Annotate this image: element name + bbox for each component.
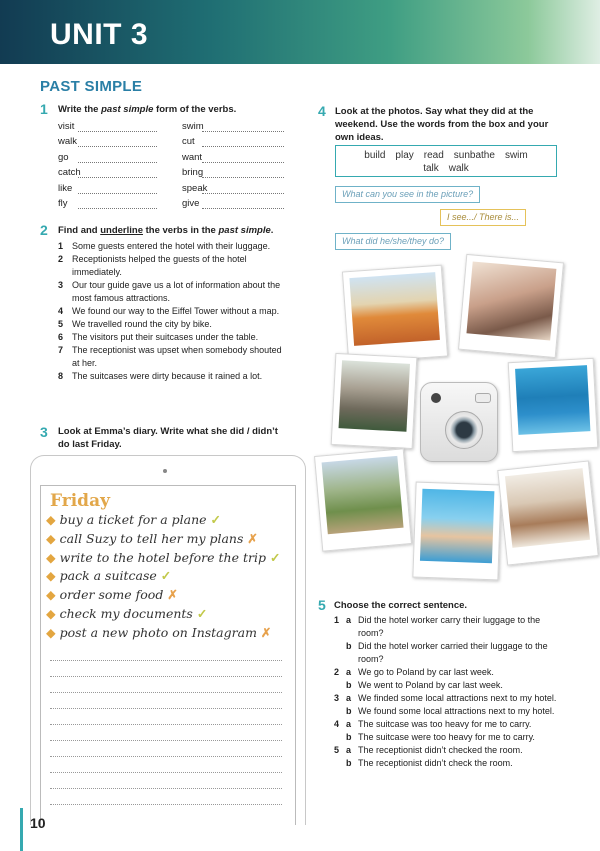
answer-line-2[interactable] [78, 138, 157, 147]
option-5b[interactable] [334, 757, 564, 770]
sentence-text: Receptionists helped the guests of the hotel immediately. [72, 254, 247, 277]
photo-woman-reading [497, 460, 599, 565]
sentence-number: 7 [58, 345, 64, 355]
diamond-bullet-icon: ◆ [46, 549, 56, 565]
diary-item-3 [46, 550, 280, 565]
sentence-text: Our tour guide gave us a lot of information about the most famous attractions. [72, 280, 281, 303]
sentence-number: 5 [58, 319, 64, 329]
sentence-1 [58, 240, 283, 253]
option-1b[interactable] [334, 640, 564, 666]
cross-icon: ✗ [260, 624, 272, 640]
unit-title: UNIT 3 [50, 18, 149, 51]
write-line[interactable] [50, 708, 282, 709]
sentence-7 [58, 344, 283, 370]
sentence-number: 4 [58, 306, 64, 316]
diary-title: Friday [50, 491, 110, 511]
option-text: We went to Poland by car last week. [358, 680, 503, 690]
sentence-text: Some guests entered the hotel with their luggage. [72, 241, 271, 251]
option-4b[interactable] [334, 731, 564, 744]
tick-icon: ✓ [196, 606, 208, 621]
verb-10: bring [182, 167, 204, 179]
sentence-text: The receptionist was upset when somebody shouted at her. [72, 345, 282, 368]
option-letter: a [346, 615, 352, 625]
photo-building-blocks [342, 265, 448, 364]
photo-sunbathing [412, 482, 501, 581]
option-letter: b [346, 732, 352, 742]
ex1-instruction: Write the past simple form of the verbs. [58, 104, 237, 115]
verb-8: cut [182, 136, 195, 148]
sentence-3 [58, 279, 283, 305]
sentence-text: The visitors put their suitcases under the table. [72, 332, 259, 342]
question-number-spacer [334, 640, 346, 666]
question-number: 4 [334, 719, 340, 729]
diary-item-text: write to the hotel before the trip [59, 549, 266, 565]
diamond-bullet-icon: ◆ [46, 606, 56, 621]
option-3b[interactable] [334, 705, 564, 718]
answer-line-4[interactable] [78, 169, 157, 178]
diamond-bullet-icon: ◆ [46, 587, 56, 603]
sentence-2 [58, 253, 283, 279]
option-letter: b [346, 706, 352, 716]
word-play: play [395, 150, 414, 161]
option-1a[interactable] [334, 614, 564, 640]
answer-line-1[interactable] [78, 123, 157, 132]
diary-item-6 [46, 606, 207, 621]
verb-3: go [58, 151, 69, 163]
diary-item-text: call Suzy to tell her my plans [59, 530, 244, 546]
sentence-8 [58, 370, 283, 383]
option-letter: b [346, 680, 352, 690]
camera-flash [475, 393, 491, 403]
word-talk: talk [423, 163, 439, 174]
write-line[interactable] [50, 788, 282, 789]
photo-people-chess [331, 353, 418, 449]
ex3-instruction: Look at Emma’s diary. Write what she did / didn’t do last Friday. [58, 426, 278, 450]
answer-line-5[interactable] [78, 185, 157, 194]
option-text: Did the hotel worker carried their luggage to the room? [358, 641, 548, 664]
write-line[interactable] [50, 676, 282, 677]
word-read: read [423, 150, 444, 161]
option-text: We found some local attractions next to my hotel. [358, 706, 555, 716]
option-text: The suitcase was too heavy for me to carry. [358, 719, 532, 729]
diary-item-text: pack a suitcase [59, 568, 157, 584]
speech-bubble-answer: I see.../ There is... [440, 209, 526, 226]
tick-icon: ✓ [160, 568, 172, 584]
diary-item-text: order some food [59, 587, 164, 603]
sentence-number: 6 [58, 332, 64, 342]
sentence-6 [58, 331, 283, 344]
photo-couple-walking [314, 448, 412, 551]
ex5-number: 5 [318, 597, 326, 613]
diamond-bullet-icon: ◆ [46, 530, 56, 546]
option-text: We go to Poland by car last week. [358, 667, 494, 677]
word-walk: walk [448, 163, 469, 174]
cross-icon: ✗ [167, 587, 178, 603]
option-4a[interactable] [334, 718, 564, 731]
question-number-spacer [334, 679, 346, 692]
sentence-4 [58, 305, 283, 318]
diary-item-5 [46, 587, 178, 602]
question-number-spacer [334, 757, 346, 770]
option-2b[interactable] [334, 679, 564, 692]
verb-7: swim [182, 121, 204, 132]
write-line[interactable] [50, 804, 282, 805]
option-text: The receptionist didn’t check the room. [358, 758, 513, 768]
answer-line-8[interactable] [202, 138, 284, 147]
section-title: PAST SIMPLE [40, 78, 143, 95]
question-number-spacer [334, 731, 346, 744]
page-number: 10 [30, 815, 46, 831]
camera-viewfinder [431, 393, 441, 403]
ex2-number: 2 [40, 222, 48, 238]
write-line[interactable] [50, 692, 282, 693]
write-line[interactable] [50, 660, 282, 661]
answer-line-7[interactable] [202, 123, 284, 132]
sentence-text: We found our way to the Eiffel Tower without a map. [72, 306, 280, 316]
word-build: build [364, 150, 386, 161]
write-line[interactable] [50, 756, 282, 757]
question-number: 1 [334, 615, 340, 625]
diary-item-2 [46, 531, 258, 546]
word-box [335, 145, 557, 177]
option-3a[interactable] [334, 692, 564, 705]
question-number-spacer [334, 705, 346, 718]
diary-item-text: post a new photo on Instagram [59, 624, 257, 640]
option-letter: a [346, 719, 352, 729]
option-2a[interactable] [334, 666, 564, 679]
diary-item-text: buy a ticket for a plane [59, 512, 207, 527]
photo-swimmer [508, 358, 599, 452]
write-line[interactable] [50, 772, 282, 773]
answer-line-3[interactable] [78, 154, 157, 163]
photo-friends-talking [458, 254, 564, 358]
verb-4: catch [58, 167, 81, 179]
instant-camera-image [420, 382, 498, 462]
option-letter: a [346, 745, 352, 755]
option-letter: a [346, 693, 352, 703]
sentence-number: 8 [58, 371, 64, 381]
tick-icon: ✓ [210, 512, 222, 527]
write-line[interactable] [50, 724, 282, 725]
word-sunbathe: sunbathe [453, 150, 495, 161]
ex3-number: 3 [40, 424, 48, 440]
option-text: The suitcase were too heavy for me to carry. [358, 732, 535, 742]
sentence-text: The suitcases were dirty because it rained a lot. [72, 371, 263, 381]
diamond-bullet-icon: ◆ [46, 624, 56, 640]
diary-item-text: check my documents [59, 606, 193, 621]
verb-11: speak [182, 182, 208, 194]
cross-icon: ✗ [247, 530, 258, 546]
sentence-5 [58, 318, 283, 331]
camera-lens [445, 411, 483, 449]
diamond-bullet-icon: ◆ [46, 568, 56, 584]
answer-line-9[interactable] [202, 154, 284, 163]
sentence-text: We travelled round the city by bike. [72, 319, 212, 329]
tick-icon: ✓ [269, 549, 281, 565]
diary-item-4 [46, 568, 171, 583]
option-letter: a [346, 667, 352, 677]
verb-9: want [182, 151, 203, 163]
ex4-instruction: Look at the photos. Say what they did at the weekend. Use the words from the box and your own ideas. [335, 106, 549, 143]
ex2-sentence-list [58, 240, 283, 383]
page-strip [20, 808, 23, 851]
diamond-bullet-icon: ◆ [46, 512, 56, 527]
answer-line-10[interactable] [202, 169, 284, 178]
tablet-camera-dot [163, 469, 167, 473]
option-letter: b [346, 641, 352, 651]
sentence-number: 3 [58, 280, 64, 290]
question-number: 3 [334, 693, 340, 703]
write-line[interactable] [50, 740, 282, 741]
ex4-number: 4 [318, 103, 326, 119]
speech-bubble-question-2: What did he/she/they do? [335, 233, 451, 250]
verb-2: walk [58, 136, 78, 148]
question-number: 5 [334, 745, 340, 755]
speech-bubble-question: What can you see in the picture? [335, 186, 480, 203]
word-swim: swim [504, 150, 528, 161]
diary-item-1 [46, 512, 221, 527]
answer-line-6[interactable] [78, 200, 157, 209]
sentence-number: 2 [58, 254, 64, 264]
ex5-question-list [334, 614, 564, 770]
sentence-number: 1 [58, 241, 64, 251]
verb-5: like [58, 182, 73, 194]
option-text: The receptionist didn’t checked the room. [358, 745, 523, 755]
option-5a[interactable] [334, 744, 564, 757]
ex1-number: 1 [40, 101, 48, 117]
diary-item-7 [46, 625, 271, 640]
option-letter: b [346, 758, 352, 768]
answer-line-12[interactable] [202, 200, 284, 209]
verb-12: give [182, 198, 200, 209]
answer-line-11[interactable] [202, 185, 284, 194]
ex5-instruction: Choose the correct sentence. [334, 600, 468, 611]
question-number: 2 [334, 667, 340, 677]
option-text: We finded some local attractions next to my hotel. [358, 693, 557, 703]
option-text: Did the hotel worker carry their luggage to the room? [358, 615, 541, 638]
verb-1: visit [58, 121, 75, 132]
verb-6: fly [58, 198, 68, 209]
ex2-instruction: Find and underline the verbs in the past simple. [58, 225, 274, 236]
